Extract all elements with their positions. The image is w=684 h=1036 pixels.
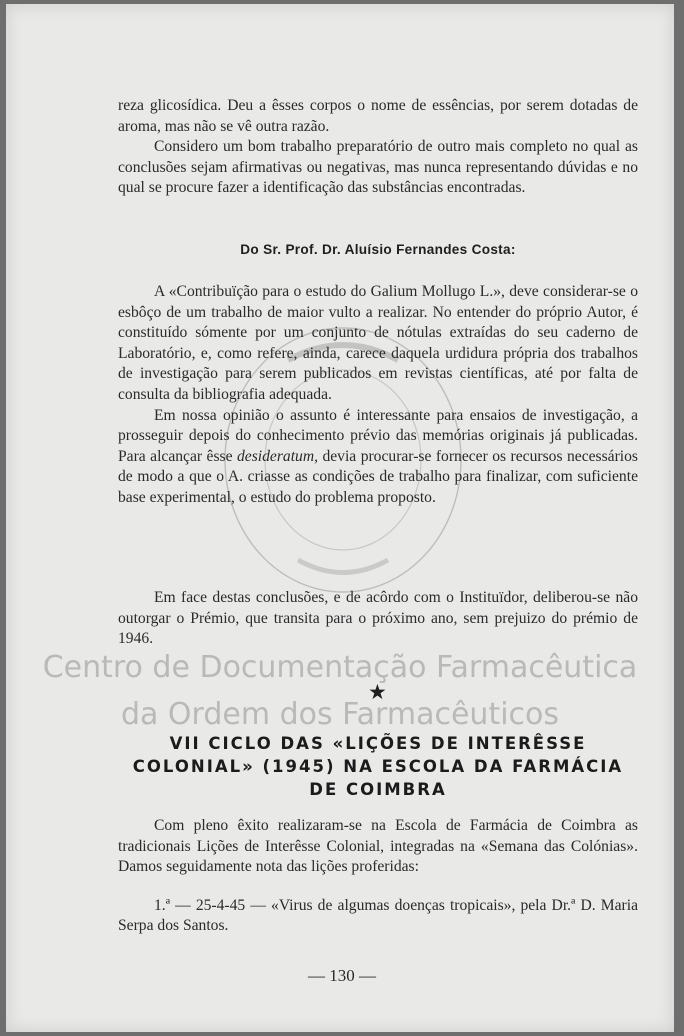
costa-text-block	[118, 282, 638, 509]
conclusion-paragraph: Em face destas conclusões, e de acôrdo com o Instituïdor, deliberou-se não outorgar o Prémio, que transita para o próximo ano, sem prejuizo do prémio de 1946.	[118, 589, 638, 648]
ciclo-paragraph-1: Com pleno êxito realizaram-se na Escola de Farmácia de Coimbra as tradicionais Lições de Interêsse Colonial, integradas na «Semana das Colónias». Damos seguidamente nota das lições proferidas:	[118, 817, 638, 876]
title-line-2: COLONIAL» (1945) NA ESCOLA DA FARMÁCIA	[132, 757, 624, 776]
article-title	[110, 732, 646, 801]
top-text-block	[118, 96, 638, 199]
paragraph-continuation: reza glicosídica. Deu a êsses corpos o nome de essências, por serem dotadas de aroma, mas não se vê outra razão.	[118, 97, 638, 135]
watermark-line-2: da Ordem dos Farmacêuticos	[120, 697, 560, 732]
title-line-3: DE COIMBRA	[309, 780, 447, 799]
section-heading: Do Sr. Prof. Dr. Aluísio Fernandes Costa:	[240, 242, 516, 257]
paragraph-opinion: Considero um bom trabalho preparatório de outro mais completo no qual as conclusões sejam afirmativas ou negativas, mas nunca representando dúvidas e no qual se procure fazer a identificação das substâncias encontradas.	[118, 138, 638, 197]
star-ornament: ★	[368, 680, 387, 704]
costa-paragraph-1: A «Contribuïção para o estudo do Galium Mollugo L.», deve considerar-se o esbôço de um trabalho de maior vulto a realizar. No entender do próprio Autor, é constituído sómente por um conjunto de nótulas extraídas do seu caderno de Laboratório, e, como refere, ainda, carece daquela urdidura própria dos trabalhos de investigação para serem publicados em revistas científicas, até por falta de consulta da bibliografia adequada.	[118, 283, 638, 403]
conclusion-block	[118, 588, 638, 650]
title-line-1: VII CICLO DAS «LIÇÕES DE INTERÊSSE	[169, 734, 587, 753]
page-number: — 130 —	[308, 966, 376, 985]
costa-p2-italic: desideratum,	[237, 447, 318, 465]
costa-paragraph-2	[118, 406, 638, 509]
watermark-line-1: Centro de Documentação Farmacêutica	[42, 650, 638, 685]
costa-p2-after: devia procurar-se fornecer os recursos necessários de modo a que o A. criasse as condições de trabalho para finalizar, com suficiente base experimental, o estudo do problema proposto.	[118, 447, 638, 506]
costa-p2-before: Em nossa opinião o assunto é interessante para ensaios de investigação, a prosseguir depois do conhecimento prévio das memórias originais já publicadas. Para alcançar êsse	[118, 406, 638, 465]
ciclo-lecture-entry: 1.ª — 25-4-45 — «Virus de algumas doenças tropicais», pela Dr.ª D. Maria Serpa dos Santos.	[118, 896, 638, 935]
ciclo-text-block	[118, 816, 638, 937]
